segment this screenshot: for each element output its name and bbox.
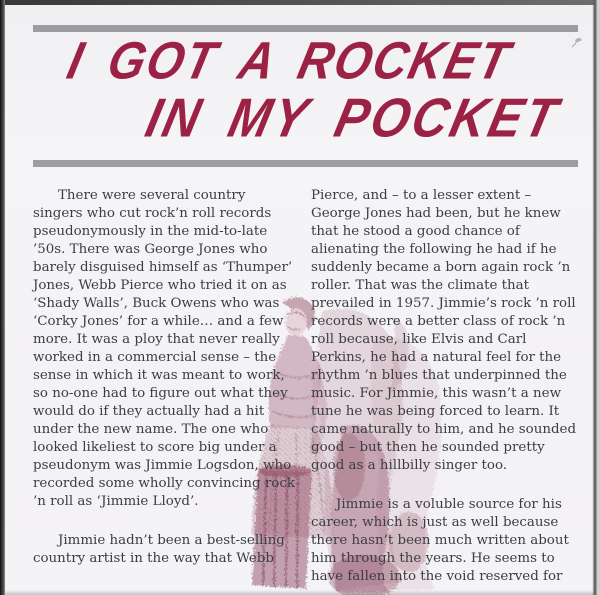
paragraph-right-1: Pierce, and – to a lesser extent – George Jones had been, but he knew that he stood a good chance of alienating the following he had if he suddenly became a born again rock ’n roller. That was the climate that prevailed in 1957. Jimmie’s rock ’n roll records were a better class of rock ’n roll because, like Elvis and Carl Perkins, he had a natural feel for the rhythm ’n blues that underpinned the music. For Jimmie, this wasn’t a new tune he was being forced to learn. It came naturally to him, and he sounded good – but then he sounded pretty good as a hillbilly singer too. xyxy=(311,188,577,473)
paragraph-right-2: Jimmie is a voluble source for his career, which is just as well because there hasn’t been much written about him through the years. He seems to have fallen into the void reserved for xyxy=(311,497,569,584)
bottom-rule xyxy=(33,160,578,167)
scan-edge-left xyxy=(0,0,5,595)
scan-scratch-mark-icon xyxy=(558,34,584,60)
scan-edge-bottom xyxy=(0,590,600,595)
page-title-line-2: IN MY POCKET xyxy=(140,88,566,149)
text-column-left xyxy=(33,187,297,589)
page-title-line-1: I GOT A ROCKET xyxy=(62,30,517,90)
text-column-right xyxy=(311,187,580,595)
paragraph-left-2: Jimmie hadn’t been a best-selling country artist in the way that Webb xyxy=(33,533,285,566)
scan-edge-right xyxy=(591,0,600,595)
paragraph-left-1: There were several country singers who cut rock’n roll records pseudonymously in the mid-to-late ’50s. There was George Jones who barely disguised himself as ‘Thumper’ Jones, Webb Pierce who tried it on as ‘Shady Walls’, Buck Owens who was ‘Corky Jones’ for a while… and a few more. It was a ploy that never really worked in a commercial sense – the sense in which it was meant to work, so no-one had to figure out what they would do if they actually had a hit under the new name. The one who looked likeliest to score big under a pseudonym was Jimmie Logsdon, who recorded some wholly convincing rock ’n roll as ‘Jimmie Lloyd’. xyxy=(33,188,295,509)
scan-edge-top xyxy=(0,0,600,5)
